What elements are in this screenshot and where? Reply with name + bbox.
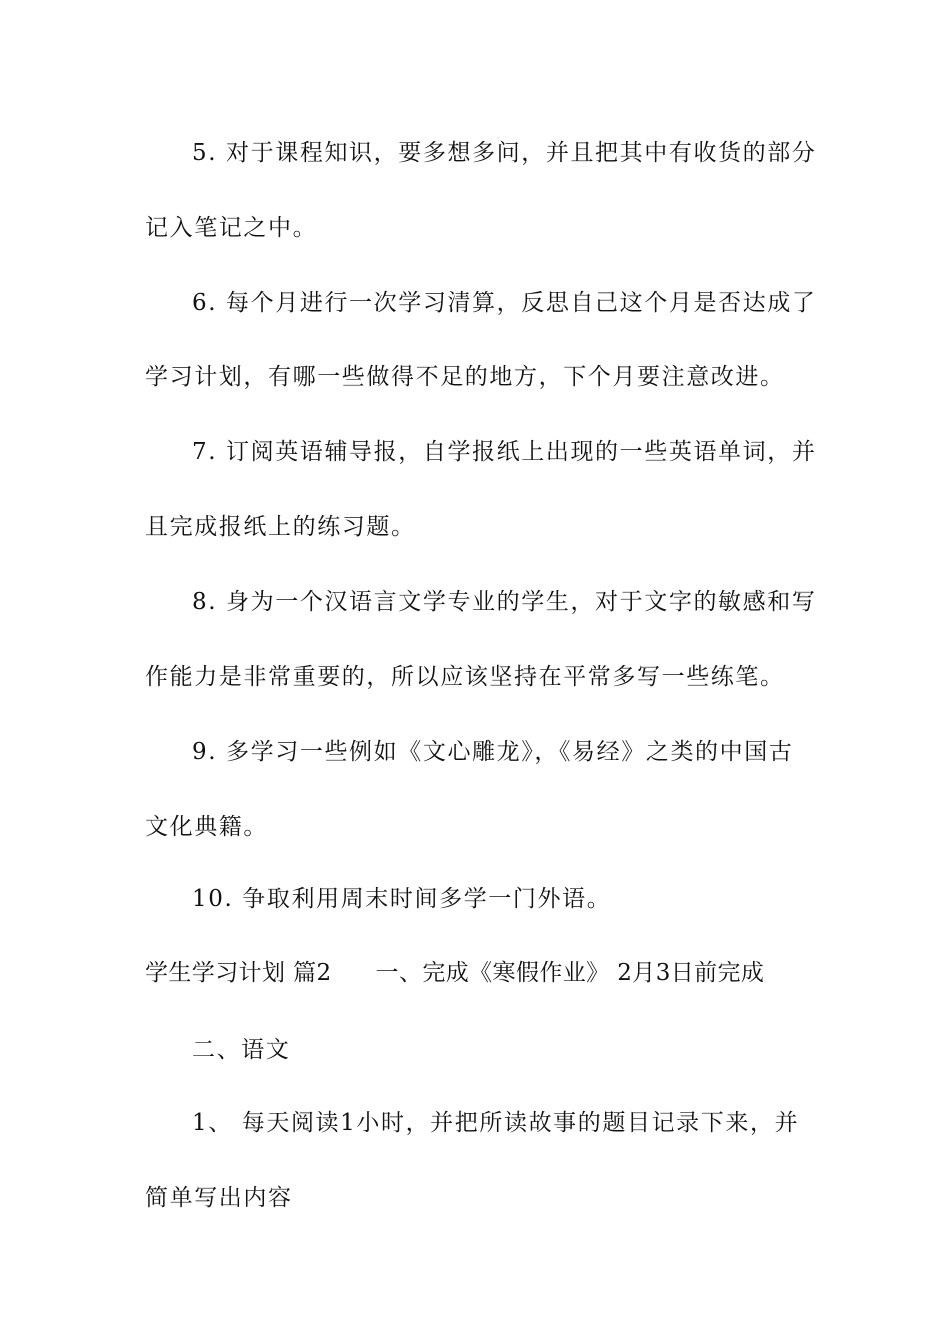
section-title: 学生学习计划 篇2	[145, 960, 332, 986]
section-heading-line	[145, 958, 815, 988]
paragraph-line: 8. 身为一个汉语言文学专业的学生，对于文字的敏感和写	[192, 589, 817, 615]
paragraph-line: 文化典籍。	[145, 814, 268, 840]
paragraph-line: 作能力是非常重要的，所以应该坚持在平常多写一些练笔。	[145, 664, 785, 690]
paragraph-line: 1、 每天阅读1小时，并把所读故事的题目记录下来，并	[192, 1110, 800, 1136]
paragraph-line: 6. 每个月进行一次学习清算，反思自己这个月是否达成了	[192, 290, 817, 316]
paragraph-line: 5. 对于课程知识，要多想多问，并且把其中有收货的部分	[192, 140, 817, 166]
paragraph-line: 学习计划，有哪一些做得不足的地方，下个月要注意改进。	[145, 364, 785, 390]
paragraph-line: 9. 多学习一些例如《文心雕龙》，《易经》之类的中国古	[192, 739, 794, 765]
paragraph-line: 10. 争取利用周末时间多学一门外语。	[192, 886, 612, 912]
paragraph-line: 7. 订阅英语辅导报，自学报纸上出现的一些英语单词，并	[192, 439, 817, 465]
paragraph-line: 记入笔记之中。	[145, 215, 318, 241]
section-first-item: 一、完成《寒假作业》 2月3日前完成	[375, 960, 765, 986]
paragraph-line: 且完成报纸上的练习题。	[145, 514, 416, 540]
paragraph-line: 简单写出内容	[145, 1185, 293, 1211]
subsection-heading: 二、语文	[192, 1037, 291, 1063]
